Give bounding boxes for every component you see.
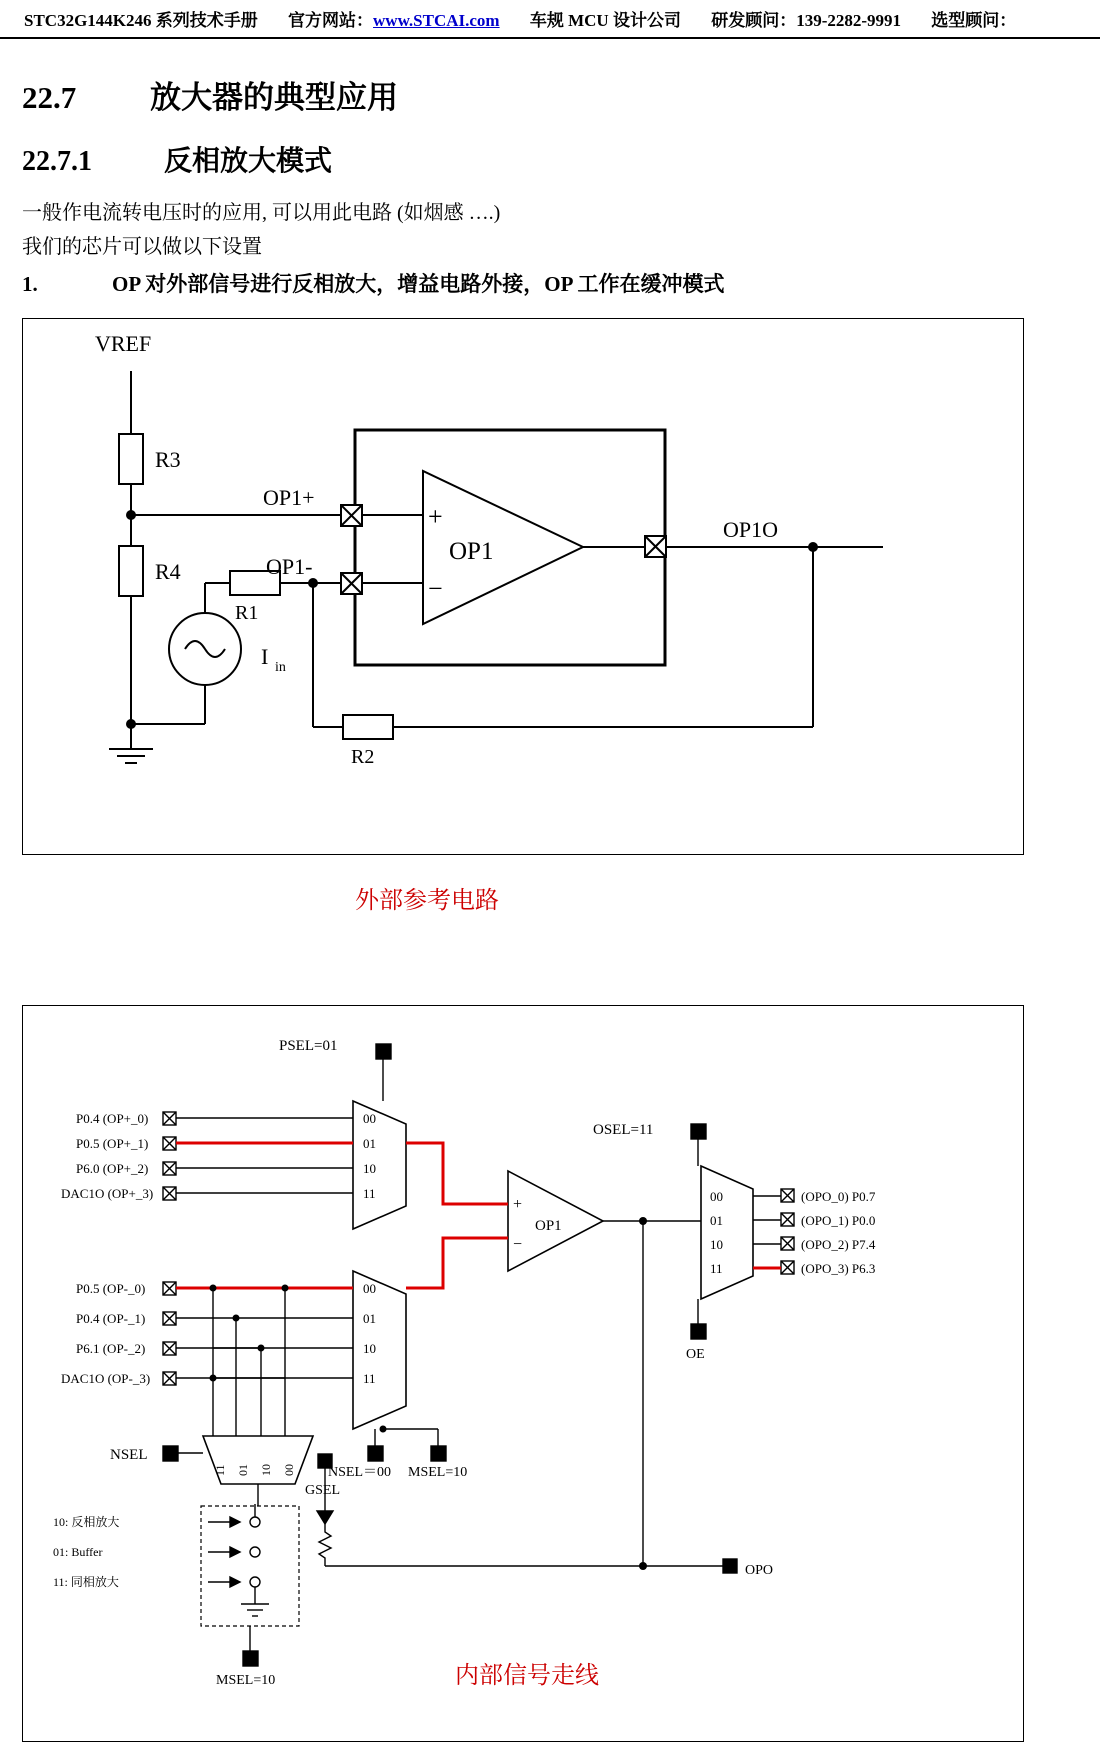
figure1-label-op1-plus: OP1+ — [263, 485, 315, 510]
section-title: 放大器的典型应用 — [150, 80, 398, 115]
header-company: 车规 MCU 设计公司 — [529, 11, 681, 30]
figure1-label-r4: R4 — [155, 559, 181, 584]
figure1-label-r1: R1 — [235, 602, 259, 624]
page-header — [0, 0, 1100, 39]
figure2-mode-1: 01: Buffer — [53, 1545, 103, 1559]
figure2-out-code-0: 00 — [710, 1189, 723, 1204]
figure2-nsel-mux-code-1: 01 — [236, 1464, 250, 1476]
numbered-item-1-text: OP 对外部信号进行反相放大，增益电路外接，OP 工作在缓冲模式 — [112, 272, 725, 296]
figure2-label-gsel: GSEL — [305, 1483, 340, 1498]
figure1-symbol-plus: + — [428, 502, 443, 531]
figure1-label-op1o: OP1O — [723, 517, 779, 542]
subsection-number: 22.7.1 — [22, 146, 92, 177]
header-select: 选型顾问： — [931, 11, 1017, 30]
figure2-neg-code-1: 01 — [363, 1311, 376, 1326]
header-doc-title: STC32G144K246 系列技术手册 — [24, 11, 258, 30]
figure2-out-code-1: 01 — [710, 1213, 723, 1228]
figure2-label-psel: PSEL=01 — [279, 1038, 338, 1054]
figure2-pos-input-2-label: P6.0 (OP+_2) — [76, 1161, 149, 1176]
figure2-label-opo: OPO — [745, 1563, 774, 1578]
figure2-out-label-3: (OPO_3) P6.3 — [801, 1261, 876, 1276]
figure2-pos-code-1: 01 — [363, 1136, 376, 1151]
numbered-item-1-number: 1. — [22, 272, 38, 296]
figure2-svg — [23, 1006, 1021, 1739]
header-site — [288, 11, 500, 30]
figure2-out-code-3: 11 — [710, 1261, 723, 1276]
figure2-label-msel-top: MSEL=10 — [408, 1465, 468, 1480]
body-line-2: 我们的芯片可以做以下设置 — [22, 236, 262, 258]
figure2-mode-2: 11: 同相放大 — [53, 1575, 119, 1589]
header-site-label: 官方网站： — [288, 11, 374, 30]
numbered-item-1 — [22, 268, 725, 298]
figure1-label-iin: I — [261, 644, 269, 669]
figure-external-reference-circuit — [22, 318, 1024, 855]
highlight-path — [176, 1143, 781, 1288]
figure2-pos-input-0-label: P0.4 (OP+_0) — [76, 1111, 149, 1126]
figure2-nsel-mux-code-2: 10 — [259, 1464, 273, 1476]
page-title — [22, 72, 398, 117]
header-divider — [0, 37, 1100, 39]
figure1-label-r2: R2 — [351, 746, 375, 768]
figure2-neg-code-2: 10 — [363, 1341, 376, 1356]
figure1-svg — [23, 319, 1021, 852]
figure2-neg-input-3-label: DAC1O (OP-_3) — [61, 1371, 151, 1386]
figure2-pos-input-3-label: DAC1O (OP+_3) — [61, 1186, 154, 1201]
figure2-neg-code-0: 00 — [363, 1281, 376, 1296]
figure2-out-code-2: 10 — [710, 1237, 723, 1252]
figure2-label-osel: OSEL=11 — [593, 1122, 654, 1138]
figure2-pos-code-3: 11 — [363, 1186, 376, 1201]
figure2-symbol-minus: − — [513, 1236, 523, 1253]
figure2-neg-input-0-label: P0.5 (OP-_0) — [76, 1281, 146, 1296]
figure2-pos-code-0: 00 — [363, 1111, 376, 1126]
figure1-label-op1-minus: OP1- — [266, 554, 313, 579]
section-number: 22.7 — [22, 80, 77, 115]
figure2-mode-0: 10: 反相放大 — [53, 1515, 120, 1529]
figure2-label-msel-bottom: MSEL=10 — [216, 1673, 276, 1688]
figure2-label-opamp: OP1 — [535, 1218, 562, 1234]
figure2-pos-input-1-label: P0.5 (OP+_1) — [76, 1136, 149, 1151]
figure2-caption: 内部信号走线 — [455, 1663, 599, 1689]
figure2-nsel-mux-code-0: 11 — [213, 1464, 227, 1476]
subsection-title — [22, 139, 332, 179]
figure2-out-label-2: (OPO_2) P7.4 — [801, 1237, 876, 1252]
figure2-label-nsel-value: NSEL＝00 — [328, 1465, 391, 1480]
figure2-neg-input-2-label: P6.1 (OP-_2) — [76, 1341, 146, 1356]
figure2-out-label-0: (OPO_0) P0.7 — [801, 1189, 876, 1204]
figure1-label-opamp: OP1 — [449, 538, 494, 565]
header-consult: 研发顾问：139-2282-9991 — [711, 11, 902, 30]
figure2-label-oe: OE — [686, 1347, 705, 1362]
figure2-out-label-1: (OPO_1) P0.0 — [801, 1213, 876, 1228]
figure1-caption: 外部参考电路 — [355, 888, 499, 914]
figure2-nsel-mux-code-3: 00 — [282, 1464, 296, 1476]
figure2-symbol-plus: + — [513, 1196, 523, 1213]
figure1-label-vref: VREF — [95, 331, 152, 356]
figure1-label-r3: R3 — [155, 447, 181, 472]
figure1-label-iin-sub: in — [275, 660, 286, 675]
figure2-neg-code-3: 11 — [363, 1371, 376, 1386]
figure2-neg-input-1-label: P0.4 (OP-_1) — [76, 1311, 146, 1326]
figure2-pos-code-2: 10 — [363, 1161, 376, 1176]
figure-internal-signal-routing — [22, 1005, 1024, 1742]
subsection-title-text: 反相放大模式 — [164, 146, 333, 177]
body-line-1: 一般作电流转电压时的应用, 可以用此电路 (如烟感 ….) — [22, 202, 501, 224]
figure2-label-nsel: NSEL — [110, 1447, 148, 1463]
figure1-symbol-minus: − — [428, 574, 443, 603]
header-site-link[interactable]: www.STCAI.com — [373, 11, 500, 30]
